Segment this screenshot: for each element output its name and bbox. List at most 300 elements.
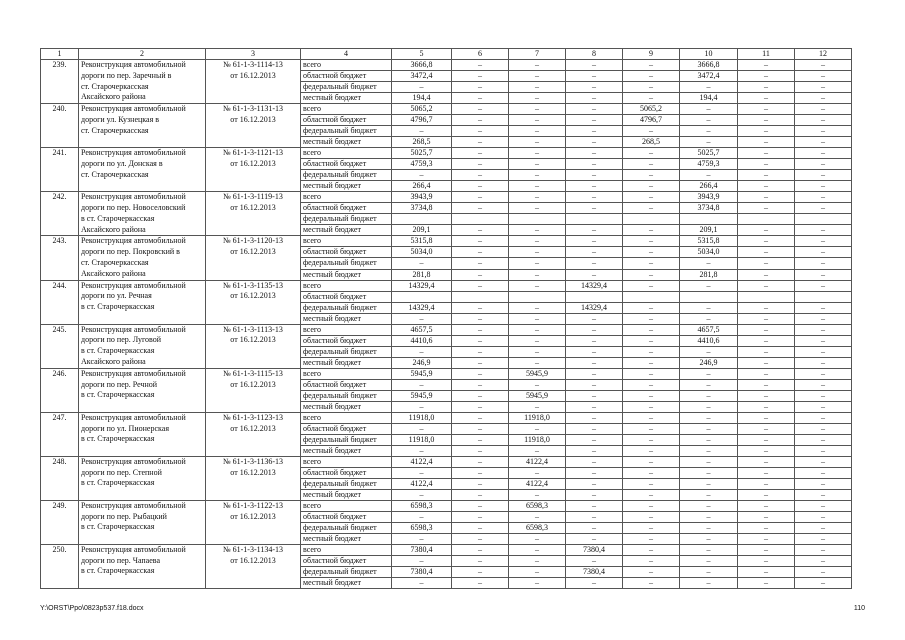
amount-cell: – <box>509 269 566 280</box>
amount-cell: – <box>680 379 738 390</box>
funding-source: областной бюджет <box>301 203 392 214</box>
amount-cell: – <box>623 302 680 313</box>
amount-cell: 6598,3 <box>392 500 452 511</box>
amount-cell: – <box>738 203 795 214</box>
column-header: 3 <box>206 49 301 60</box>
table-row <box>41 192 852 203</box>
amount-cell: – <box>795 126 852 137</box>
amount-cell <box>392 214 452 225</box>
amount-cell: 11918,0 <box>509 434 566 445</box>
amount-cell: – <box>509 104 566 115</box>
project-name-line: Реконструкция автомобильной <box>81 368 186 378</box>
amount-cell <box>509 291 566 302</box>
amount-cell: – <box>738 467 795 478</box>
record-number: 250. <box>41 544 79 588</box>
amount-cell: – <box>452 555 509 566</box>
amount-cell: – <box>392 467 452 478</box>
project-name-line: Аксайского района <box>81 92 146 102</box>
amount-cell <box>795 291 852 302</box>
amount-cell: – <box>623 500 680 511</box>
project-name-line: Аксайского района <box>81 268 146 278</box>
column-header: 7 <box>509 49 566 60</box>
project-name-line: дороги по пер. Луговой <box>81 335 162 345</box>
amount-cell: 246,9 <box>392 357 452 368</box>
amount-cell: 4410,6 <box>392 335 452 346</box>
amount-cell: – <box>452 181 509 192</box>
amount-cell: – <box>623 269 680 280</box>
funding-source: всего <box>301 544 392 555</box>
table-row <box>41 104 852 115</box>
amount-cell: – <box>392 313 452 324</box>
amount-cell: – <box>566 126 623 137</box>
amount-cell: – <box>680 423 738 434</box>
approval-document-line: от 16.12.2013 <box>230 555 276 565</box>
amount-cell: – <box>452 489 509 500</box>
amount-cell: – <box>392 379 452 390</box>
amount-cell: – <box>795 368 852 379</box>
amount-cell: – <box>795 93 852 104</box>
amount-cell: – <box>738 368 795 379</box>
amount-cell: – <box>795 203 852 214</box>
amount-cell: 4796,7 <box>392 115 452 126</box>
record-number: 249. <box>41 500 79 544</box>
funding-source: федеральный бюджет <box>301 82 392 93</box>
amount-cell: – <box>738 478 795 489</box>
amount-cell: – <box>566 181 623 192</box>
project-name-line: Реконструкция автомобильной <box>81 104 186 114</box>
amount-cell: – <box>452 324 509 335</box>
project-name <box>79 236 206 280</box>
project-name-line: Реконструкция автомобильной <box>81 544 186 554</box>
amount-cell: – <box>452 258 509 269</box>
amount-cell: – <box>623 82 680 93</box>
funding-source: областной бюджет <box>301 291 392 302</box>
amount-cell: 268,5 <box>623 137 680 148</box>
amount-cell: – <box>623 467 680 478</box>
project-name-line: ст. Старочеркасская <box>81 169 149 179</box>
amount-cell: – <box>452 225 509 236</box>
amount-cell: – <box>680 115 738 126</box>
amount-cell: – <box>566 258 623 269</box>
amount-cell: – <box>738 148 795 159</box>
amount-cell: – <box>566 368 623 379</box>
funding-source: областной бюджет <box>301 423 392 434</box>
amount-cell: – <box>509 192 566 203</box>
amount-cell: – <box>795 148 852 159</box>
project-name <box>79 104 206 148</box>
amount-cell: – <box>738 335 795 346</box>
funding-source: федеральный бюджет <box>301 390 392 401</box>
project-name <box>79 500 206 544</box>
amount-cell: – <box>623 533 680 544</box>
amount-cell: – <box>623 401 680 412</box>
amount-cell: – <box>738 511 795 522</box>
amount-cell: – <box>680 346 738 357</box>
amount-cell: – <box>452 82 509 93</box>
approval-document-line: № 61-1-3-1122-13 <box>223 500 283 510</box>
amount-cell: – <box>623 170 680 181</box>
amount-cell: – <box>795 137 852 148</box>
amount-cell: – <box>566 93 623 104</box>
table-row <box>41 148 852 159</box>
amount-cell: – <box>566 434 623 445</box>
amount-cell: – <box>795 555 852 566</box>
amount-cell: – <box>566 313 623 324</box>
amount-cell: – <box>566 478 623 489</box>
approval-document <box>206 544 301 588</box>
table-row <box>41 368 852 379</box>
budget-table <box>40 48 852 589</box>
amount-cell: – <box>566 137 623 148</box>
amount-cell: – <box>452 203 509 214</box>
amount-cell: – <box>680 456 738 467</box>
amount-cell: – <box>452 533 509 544</box>
amount-cell: – <box>509 82 566 93</box>
amount-cell <box>738 291 795 302</box>
record-number: 239. <box>41 60 79 104</box>
amount-cell: – <box>680 500 738 511</box>
amount-cell: – <box>738 577 795 588</box>
amount-cell: – <box>738 566 795 577</box>
amount-cell: – <box>680 533 738 544</box>
amount-cell: – <box>509 203 566 214</box>
amount-cell: – <box>623 379 680 390</box>
table-row <box>41 500 852 511</box>
amount-cell: – <box>566 467 623 478</box>
amount-cell: – <box>680 577 738 588</box>
amount-cell: – <box>452 93 509 104</box>
project-name <box>79 148 206 192</box>
table-body <box>41 49 852 589</box>
amount-cell: 5025,7 <box>680 148 738 159</box>
project-name <box>79 280 206 324</box>
project-name-line: Реконструкция автомобильной <box>81 192 186 202</box>
amount-cell <box>566 214 623 225</box>
amount-cell: – <box>795 401 852 412</box>
amount-cell: – <box>795 258 852 269</box>
record-number: 241. <box>41 148 79 192</box>
amount-cell: – <box>452 379 509 390</box>
amount-cell: – <box>738 71 795 82</box>
project-name-line: ст. Старочеркасская <box>81 81 149 91</box>
amount-cell: – <box>680 511 738 522</box>
amount-cell: 4657,5 <box>392 324 452 335</box>
amount-cell: – <box>795 247 852 258</box>
amount-cell: – <box>392 423 452 434</box>
funding-source: областной бюджет <box>301 379 392 390</box>
amount-cell: – <box>623 225 680 236</box>
record-number: 244. <box>41 280 79 324</box>
amount-cell <box>509 214 566 225</box>
amount-cell: – <box>392 126 452 137</box>
amount-cell: – <box>680 368 738 379</box>
record-number: 246. <box>41 368 79 412</box>
project-name-line: Реконструкция автомобильной <box>81 324 186 334</box>
amount-cell: – <box>566 412 623 423</box>
amount-cell: – <box>509 115 566 126</box>
amount-cell: – <box>452 115 509 126</box>
amount-cell: 14329,4 <box>392 302 452 313</box>
amount-cell: – <box>392 533 452 544</box>
funding-source: всего <box>301 148 392 159</box>
project-name-line: Реконструкция автомобильной <box>81 148 186 158</box>
amount-cell: – <box>509 555 566 566</box>
amount-cell: – <box>452 280 509 291</box>
amount-cell: 11918,0 <box>509 412 566 423</box>
amount-cell: 5945,9 <box>392 390 452 401</box>
funding-source: областной бюджет <box>301 335 392 346</box>
amount-cell <box>680 291 738 302</box>
amount-cell: – <box>452 236 509 247</box>
amount-cell: – <box>623 324 680 335</box>
amount-cell: – <box>509 71 566 82</box>
project-name-line: в ст. Старочеркасская <box>81 566 155 576</box>
amount-cell <box>392 291 452 302</box>
amount-cell: – <box>795 71 852 82</box>
amount-cell: 268,5 <box>392 137 452 148</box>
amount-cell: – <box>795 170 852 181</box>
funding-source: местный бюджет <box>301 533 392 544</box>
amount-cell: – <box>680 522 738 533</box>
project-name-line: дороги по пер. Новоселовский <box>81 202 186 212</box>
amount-cell: – <box>452 401 509 412</box>
amount-cell: 11918,0 <box>392 434 452 445</box>
amount-cell: – <box>795 500 852 511</box>
amount-cell: 7380,4 <box>392 566 452 577</box>
table-row <box>41 60 852 71</box>
amount-cell: – <box>566 335 623 346</box>
amount-cell: – <box>509 258 566 269</box>
funding-source: федеральный бюджет <box>301 478 392 489</box>
amount-cell: – <box>680 544 738 555</box>
funding-source: федеральный бюджет <box>301 522 392 533</box>
amount-cell: – <box>795 489 852 500</box>
amount-cell <box>623 291 680 302</box>
funding-source: всего <box>301 60 392 71</box>
amount-cell: – <box>738 126 795 137</box>
amount-cell: – <box>566 225 623 236</box>
amount-cell: – <box>738 500 795 511</box>
amount-cell: 3943,9 <box>680 192 738 203</box>
project-name-line: дороги по пер. Заречный в <box>81 70 172 80</box>
amount-cell: – <box>509 93 566 104</box>
approval-document-line: № 61-1-3-1115-13 <box>223 368 283 378</box>
amount-cell: – <box>680 126 738 137</box>
record-number: 247. <box>41 412 79 456</box>
funding-source: областной бюджет <box>301 555 392 566</box>
project-name-line: в ст. Старочеркасская <box>81 522 155 532</box>
amount-cell: – <box>623 445 680 456</box>
amount-cell: – <box>738 533 795 544</box>
amount-cell: – <box>392 82 452 93</box>
approval-document-line: № 61-1-3-1135-13 <box>223 280 283 290</box>
amount-cell: – <box>680 478 738 489</box>
amount-cell: – <box>566 82 623 93</box>
amount-cell: – <box>795 192 852 203</box>
amount-cell: 194,4 <box>680 93 738 104</box>
amount-cell: 7380,4 <box>566 544 623 555</box>
amount-cell <box>738 214 795 225</box>
amount-cell: – <box>680 104 738 115</box>
amount-cell: – <box>795 346 852 357</box>
amount-cell: – <box>566 269 623 280</box>
amount-cell: – <box>566 500 623 511</box>
amount-cell: – <box>566 170 623 181</box>
amount-cell: – <box>392 346 452 357</box>
amount-cell: – <box>680 137 738 148</box>
funding-source: областной бюджет <box>301 511 392 522</box>
amount-cell: – <box>392 258 452 269</box>
amount-cell: – <box>452 137 509 148</box>
amount-cell: – <box>452 335 509 346</box>
amount-cell: – <box>509 467 566 478</box>
funding-source: областной бюджет <box>301 159 392 170</box>
amount-cell: – <box>452 126 509 137</box>
amount-cell: – <box>680 280 738 291</box>
amount-cell: – <box>738 236 795 247</box>
amount-cell: – <box>509 544 566 555</box>
amount-cell: – <box>738 82 795 93</box>
amount-cell: 266,4 <box>392 181 452 192</box>
amount-cell <box>452 291 509 302</box>
amount-cell: 3666,8 <box>392 60 452 71</box>
amount-cell: 4122,4 <box>509 478 566 489</box>
funding-source: областной бюджет <box>301 115 392 126</box>
amount-cell: – <box>566 60 623 71</box>
funding-source: всего <box>301 236 392 247</box>
amount-cell: – <box>392 401 452 412</box>
amount-cell: – <box>795 104 852 115</box>
amount-cell: – <box>509 357 566 368</box>
approval-document <box>206 412 301 456</box>
amount-cell: – <box>623 511 680 522</box>
amount-cell: 3734,8 <box>680 203 738 214</box>
amount-cell: – <box>623 423 680 434</box>
amount-cell: – <box>509 126 566 137</box>
funding-source: федеральный бюджет <box>301 214 392 225</box>
approval-document <box>206 104 301 148</box>
amount-cell: – <box>509 445 566 456</box>
approval-document-line: от 16.12.2013 <box>230 247 276 257</box>
table-row <box>41 324 852 335</box>
funding-source: местный бюджет <box>301 445 392 456</box>
funding-source: федеральный бюджет <box>301 126 392 137</box>
amount-cell: – <box>509 313 566 324</box>
approval-document-line: № 61-1-3-1119-13 <box>223 192 283 202</box>
funding-source: федеральный бюджет <box>301 170 392 181</box>
amount-cell: – <box>623 236 680 247</box>
project-name-line: Реконструкция автомобильной <box>81 500 186 510</box>
record-number: 240. <box>41 104 79 148</box>
amount-cell: – <box>795 478 852 489</box>
amount-cell: – <box>623 60 680 71</box>
amount-cell: – <box>452 434 509 445</box>
funding-source: всего <box>301 324 392 335</box>
page-number: 110 <box>853 605 865 612</box>
amount-cell: 5315,8 <box>680 236 738 247</box>
amount-cell: – <box>795 115 852 126</box>
project-name-line: в ст. Старочеркасская <box>81 346 155 356</box>
amount-cell: 4122,4 <box>392 478 452 489</box>
amount-cell: – <box>795 181 852 192</box>
amount-cell: – <box>452 456 509 467</box>
amount-cell: – <box>566 390 623 401</box>
amount-cell: – <box>795 544 852 555</box>
amount-cell: – <box>680 445 738 456</box>
column-header: 10 <box>680 49 738 60</box>
amount-cell: – <box>795 159 852 170</box>
amount-cell: – <box>566 192 623 203</box>
amount-cell: – <box>566 379 623 390</box>
project-name-line: дороги по пер. Покровский в <box>81 247 180 257</box>
amount-cell: – <box>509 247 566 258</box>
amount-cell: – <box>452 247 509 258</box>
amount-cell: – <box>452 522 509 533</box>
amount-cell: 14329,4 <box>566 280 623 291</box>
amount-cell: – <box>738 258 795 269</box>
amount-cell: – <box>623 368 680 379</box>
amount-cell: – <box>509 423 566 434</box>
funding-source: местный бюджет <box>301 181 392 192</box>
amount-cell: – <box>795 82 852 93</box>
amount-cell: – <box>738 170 795 181</box>
approval-document <box>206 324 301 368</box>
amount-cell: – <box>738 489 795 500</box>
amount-cell: – <box>738 192 795 203</box>
record-number: 243. <box>41 236 79 280</box>
funding-source: областной бюджет <box>301 467 392 478</box>
funding-source: местный бюджет <box>301 313 392 324</box>
amount-cell: 5945,9 <box>509 368 566 379</box>
project-name-line: Реконструкция автомобильной <box>81 236 186 246</box>
amount-cell: 3472,4 <box>392 71 452 82</box>
amount-cell: – <box>795 533 852 544</box>
amount-cell: 281,8 <box>680 269 738 280</box>
amount-cell <box>795 214 852 225</box>
amount-cell: 5034,0 <box>680 247 738 258</box>
funding-source: всего <box>301 280 392 291</box>
funding-source: федеральный бюджет <box>301 434 392 445</box>
funding-source: всего <box>301 412 392 423</box>
amount-cell: – <box>566 236 623 247</box>
amount-cell: – <box>738 269 795 280</box>
amount-cell: – <box>738 445 795 456</box>
amount-cell: – <box>623 126 680 137</box>
amount-cell: – <box>795 324 852 335</box>
approval-document-line: № 61-1-3-1123-13 <box>223 412 283 422</box>
amount-cell: – <box>509 60 566 71</box>
project-name-line: в ст. Старочеркасская <box>81 478 155 488</box>
amount-cell: – <box>392 489 452 500</box>
amount-cell: 4122,4 <box>509 456 566 467</box>
column-header: 12 <box>795 49 852 60</box>
approval-document-line: от 16.12.2013 <box>230 467 276 477</box>
amount-cell: – <box>738 346 795 357</box>
amount-cell: 6598,3 <box>509 522 566 533</box>
amount-cell: – <box>795 225 852 236</box>
amount-cell: – <box>509 236 566 247</box>
amount-cell: 4759,3 <box>392 159 452 170</box>
amount-cell: – <box>738 357 795 368</box>
amount-cell: – <box>452 192 509 203</box>
amount-cell: – <box>566 115 623 126</box>
amount-cell: – <box>509 280 566 291</box>
amount-cell: – <box>795 511 852 522</box>
approval-document <box>206 280 301 324</box>
amount-cell: – <box>509 137 566 148</box>
amount-cell: – <box>509 511 566 522</box>
approval-document-line: от 16.12.2013 <box>230 202 276 212</box>
